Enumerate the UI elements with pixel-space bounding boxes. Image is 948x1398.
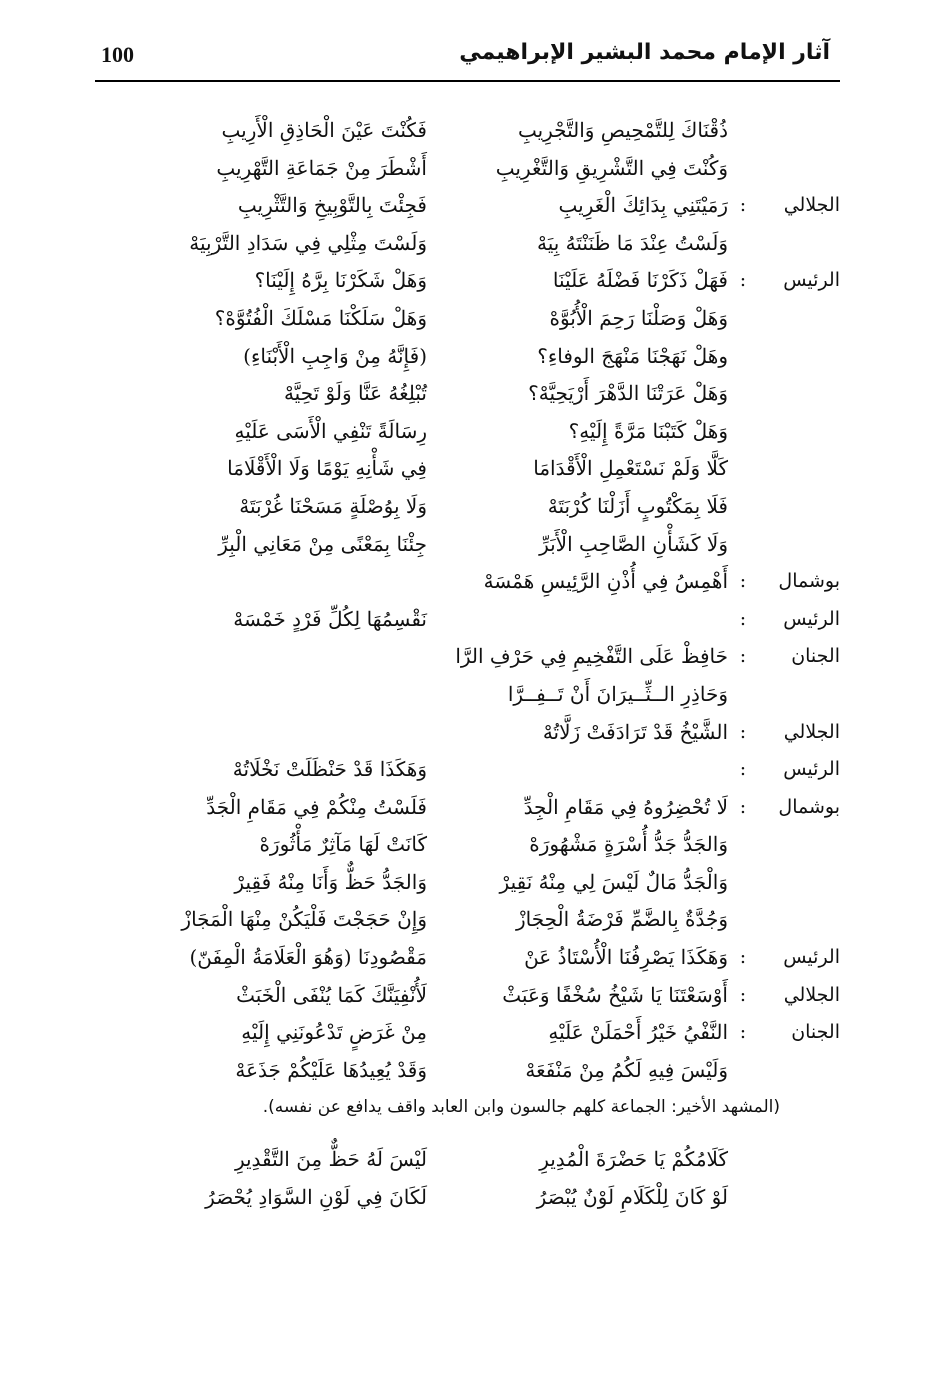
verse-line (95, 187, 840, 225)
verse-line (95, 150, 840, 188)
verse-first-hemistich: لَا تُحْضِرُوهُ فِي مَقَامِ الْجِدِّ (523, 794, 728, 819)
verse-second-hemistich: وَقَدْ يُعِيدُهَا عَلَيْكُمْ جَذَعَهْ (235, 1057, 427, 1082)
verse-line (95, 563, 840, 601)
verse-line (95, 751, 840, 789)
verse-second-hemistich: تُبْلِغُهُ عَنَّا وَلَوْ تَحِيَّهْ (283, 381, 427, 406)
verse-full: حَافِظْ عَلَى التَّفْخِيمِ فِي حَرْفِ الرَّا (455, 644, 728, 669)
verse-line (95, 676, 840, 714)
verse-second-hemistich: مِنْ غَرَضٍ تَدْعُونَنِي إِلَيْهِ (241, 1020, 427, 1045)
verse-second-hemistich: كَانَتْ لَهَا مَآثِرٌ مَأْثُورَهْ (259, 832, 427, 857)
speaker-name: الجلالي (783, 720, 840, 743)
verse-second-hemistich: رِسَالَةً تَنْفِي الْأَسَى عَلَيْهِ (234, 418, 427, 443)
verse-second-hemistich: وَهَلْ شَكَرْنَا بِرَّهُ إِلَيْنَا؟ (254, 268, 427, 293)
verse-line (95, 601, 840, 639)
verse-line (95, 262, 840, 300)
speaker-name: الجلالي (783, 194, 840, 217)
verse-first-hemistich: رَمَيْتَنِي بِدَائِكَ الْغَرِيبِ (558, 193, 728, 218)
verse-first-hemistich: فَهَلْ ذَكَرْنَا فَضْلَهُ عَلَيْنَا (552, 268, 728, 293)
verse-second-hemistich: وَلَسْتَ مِثْلِي فِي سَدَادِ التَّرْبِيَهْ (189, 230, 427, 255)
verse-first-hemistich: وَكُنْتَ فِي التَّشْرِيقِ وَالتَّغْرِيبِ (495, 155, 728, 180)
speaker-name: الجلالي (783, 983, 840, 1006)
speaker-colon: : (739, 946, 747, 969)
speaker-name: الرئيس (783, 269, 840, 292)
verse-line (95, 1179, 840, 1217)
verse-line (95, 1014, 840, 1052)
verse-line (95, 338, 840, 376)
verse-line (95, 1141, 840, 1179)
verse-line (95, 450, 840, 488)
verse-line (95, 714, 840, 752)
verse-second-hemistich: وَهَلْ سَلَكْنَا مَسْلَكَ الْفُتُوَّهْ؟ (214, 305, 427, 330)
speaker-colon: : (739, 269, 747, 292)
speaker-colon: : (739, 607, 747, 630)
verse-second-hemistich: لَيْسَ لَهُ حَظٌّ مِنَ التَّقْدِيرِ (234, 1147, 427, 1172)
stage-note-line (95, 1089, 840, 1127)
verse-line (95, 864, 840, 902)
verse-second-hemistich: لَأُنْفِيَنَّكَ كَمَا يُنْفَى الْخَبَثْ (236, 982, 427, 1007)
verse-second-hemistich: وَلَا بِوُصْلَةٍ مَسَحْنَا غُرْبَتَهْ (239, 493, 427, 518)
final-verse-lines (95, 1141, 840, 1216)
speaker-colon: : (739, 795, 747, 818)
verse-line (95, 112, 840, 150)
speaker-colon: : (739, 645, 747, 668)
page-header (95, 36, 840, 82)
verse-second-hemistich: (فَإِنَّهُ مِنْ وَاجِبِ الْأَبْنَاءِ) (243, 343, 427, 368)
verse-second-hemistich: فَكُنْتَ عَيْنَ الْحَاذِقِ الْأَرِيبِ (221, 118, 427, 142)
speaker-name: الرئيس (783, 946, 840, 969)
verse-second-hemistich: وَإِنْ حَجَجْتَ فَلْيَكُنْ مِنْهَا الْمَجَازْ (181, 907, 427, 932)
verse-second-hemistich: نَقْسِمُهَا لِكُلِّ فَرْدٍ خَمْسَهْ (233, 606, 427, 631)
verse-line (95, 375, 840, 413)
verse-first-hemistich: النَّفْيُ خَيْرُ أَحْمَلَنْ عَلَيْهِ (548, 1020, 728, 1045)
verse-first-hemistich: الشَّيْخُ قَدْ تَرَادَفَتْ زَلَّاتُهْ (542, 719, 728, 744)
page-number: 100 (101, 42, 134, 67)
verse-second-hemistich: أَشْطَرَ مِنْ جَمَاعَةِ التَّهْرِيبِ (216, 155, 427, 180)
speaker-colon: : (739, 983, 747, 1006)
verse-first-hemistich: كَلَّا وَلَمْ نَسْتَعْمِلِ الْأَقْدَامَا (533, 456, 728, 481)
verse-second-hemistich: لَكَانَ فِي لَوْنِ السَّوَادِ يُحْصَرُ (205, 1184, 427, 1209)
verse-first-hemistich: ذُقْنَاكَ لِلتَّمْحِيصِ وَالتَّجْرِيبِ (517, 118, 728, 142)
speaker-name: بوشمال (778, 795, 840, 818)
verse-line (95, 977, 840, 1015)
verse-line (95, 225, 840, 263)
verse-second-hemistich: فَلَسْتُ مِنْكُمْ فِي مَقَامِ الْجَدِّ (206, 794, 427, 819)
verse-first-hemistich: وَالجَدُّ جَدُّ أُسْرَةٍ مَشْهُورَهْ (529, 832, 728, 857)
poem-body (95, 112, 840, 1216)
verse-line (95, 901, 840, 939)
speaker-colon: : (739, 758, 747, 781)
verse-first-hemistich: وَلَا كَشَأْنِ الصَّاحِبِ الْأَبَرِّ (539, 531, 728, 556)
verse-line (95, 638, 840, 676)
verse-line (95, 488, 840, 526)
verse-first-hemistich: وهَلْ نَهَجْنَا مَنْهَجَ الوفاءِ؟ (537, 343, 728, 368)
speaker-name: بوشمال (778, 570, 840, 593)
speaker-colon: : (739, 720, 747, 743)
verse-line (95, 300, 840, 338)
verse-second-hemistich: مَقْصُودِنَا (وَهُوَ الْعَلَامَةُ الْمِفَنّ) (189, 945, 427, 970)
verse-line (95, 826, 840, 864)
verse-line (95, 789, 840, 827)
speaker-name: الرئيس (783, 607, 840, 630)
verse-first-hemistich: كَلَامُكُمْ يَا حَضْرَةَ الْمُدِيرِ (539, 1147, 728, 1172)
verse-line (95, 1052, 840, 1090)
verse-first-hemistich: وَهَكَذَا يَصْرِفُنَا الْأُسْتَاذُ عَنْ (524, 945, 728, 970)
verse-first-hemistich: لَوْ كَانَ لِلْكَلَامِ لَوْنٌ يُبْصَرُ (536, 1184, 728, 1209)
running-title: آثار الإمام محمد البشير الإبراهيمي (459, 40, 830, 65)
speaker-name: الرئيس (783, 758, 840, 781)
speaker-colon: : (739, 570, 747, 593)
verse-second-hemistich: وَهَكَذَا قَدْ حَنْظَلَتْ نَخْلَاتُهْ (232, 757, 427, 782)
verse-second-hemistich: جِئْنَا بِمَعْنًى مِنْ مَعَانِي الْبِرِّ (218, 531, 427, 556)
verse-first-hemistich: وَهَلْ عَرَتْنَا الدَّهْرَ أَرْيَحِيَّهْ؟ (528, 381, 728, 406)
verse-second-hemistich: فَجِئْتَ بِالتَّوْبِيخِ وَالتَّثْرِيبِ (237, 193, 427, 218)
verse-second-hemistich: فِي شَأْنِهِ يَوْمًا وَلَا الْأَقْلَامَا (227, 456, 427, 481)
speaker-name: الجنان (791, 1021, 840, 1044)
verse-full: وَحَاذِرِ الــثِّــيرَانَ أَنْ تَــفِــرَّا (507, 681, 728, 706)
stage-note: (المشهد الأخير: الجماعة كلهم جالسون وابن العابد واقف يدافع عن نفسه). (262, 1097, 780, 1118)
verse-first-hemistich: وَالْجَدُّ مَالٌ لَيْسَ لِي مِنْهُ نَقِيرْ (499, 869, 728, 894)
verse-first-hemistich: وَلَيْسَ فِيهِ لَكُمُ مِنْ مَنْفَعَهْ (525, 1057, 728, 1082)
verse-line (95, 939, 840, 977)
speaker-colon: : (739, 1021, 747, 1044)
verse-first-hemistich: فَلَا بِمَكْتُوبٍ أَزَلْنَا كُرْبَتَهْ (547, 493, 728, 518)
verse-lines (95, 112, 840, 1089)
verse-first-hemistich: وَهَلْ كَتَبْنَا مَرَّةً إِلَيْهِ؟ (568, 418, 728, 443)
speaker-colon: : (739, 194, 747, 217)
speaker-name: الجنان (791, 645, 840, 668)
verse-first-hemistich: أَوْسَعْتَنَا يَا شَيْخُ سُخْفًا وَعَبَثْ (502, 982, 728, 1007)
verse-line (95, 526, 840, 564)
verse-first-hemistich: أَهْمِسُ فِي أُذْنِ الرَّئِيسِ هَمْسَهْ (483, 569, 728, 594)
verse-first-hemistich: وَجُدَّةٌ بِالضَّمِّ فَرْضَةُ الْحِجَازْ (515, 907, 728, 932)
verse-first-hemistich: وَلَسْتُ عِنْدَ مَا ظَنَنْتَهُ بِيَهْ (536, 230, 728, 255)
verse-second-hemistich: وَالجَدُّ حَظٌّ وَأَنَا مِنْهُ فَقِيرْ (234, 869, 427, 894)
verse-first-hemistich: وَهَلْ وَصَلْنَا رَحِمَ الْأُبُوَّهْ (549, 305, 728, 330)
verse-line (95, 413, 840, 451)
